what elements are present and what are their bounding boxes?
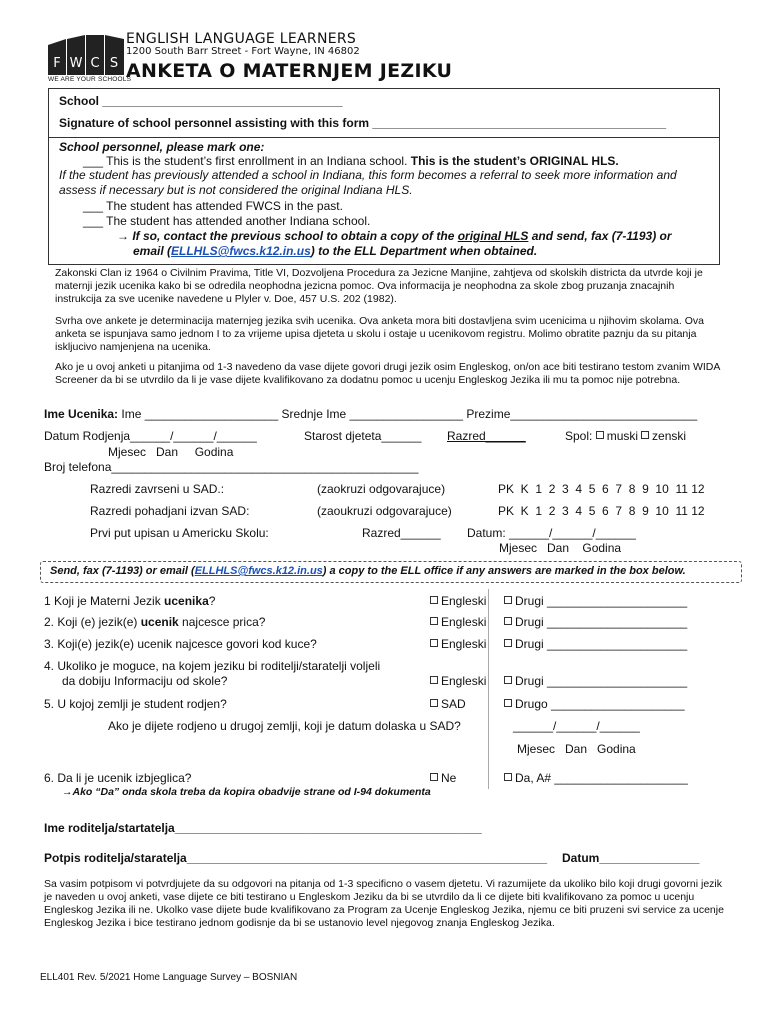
checkbox[interactable] [504,676,512,684]
gender-row[interactable] [565,429,686,443]
send-email-link[interactable]: ELLHLS@fwcs.k12.in.us [194,565,323,577]
q3-engleski-option[interactable] [430,637,486,651]
student-name-row[interactable] [44,407,697,421]
testing-paragraph: Ako je u ovoj anketi u pitanjima od 1-3 navedeno da vase dijete govori drugi jezik osim Engleskog, on/on ace biti testirano testom zvanim WIDA Screener da bi se utvrdilo da li je vase dijete kvalifikovano za dodatnu pomoc u ucenju Engleskog Jezika ili mu ta pomoc nije potrebna. [55,361,720,386]
q5-sad-option[interactable] [430,697,466,711]
send-copy-line [50,565,686,577]
grades-us-hint: (zaokruzi odgovarajuce) [317,482,446,496]
checkbox[interactable] [430,699,438,707]
checkbox[interactable] [504,639,512,647]
q2-pre: 2. Koji (e) jezik(e) [44,615,141,629]
checkbox[interactable] [504,596,512,604]
referral-note: If the student has previously attended a school in Indiana, this form becomes a referral to seek more information and assess if necessary but is not considered the original Indiana HLS. [59,168,677,197]
q1-post: ? [208,594,216,608]
checkbox[interactable] [504,699,512,707]
question-4-line1: 4. Ukoliko je moguce, na kojem jeziku bi roditelji/staratelji voljeli [44,659,381,673]
grades-us-label: Razredi zavrseni u SAD.: [90,482,225,496]
q1-pre: 1 Koji je Materni Jezik [44,594,165,608]
option-label: Engleski [441,674,487,688]
grades-abroad-hint: (zaoukruzi odgovarajuce) [317,504,452,518]
grades-us-options[interactable]: PK K 1 2 3 4 5 6 7 8 9 10 11 12 [498,482,705,496]
option-label: Drugi _____________________ [515,615,688,629]
gender-label: Spol: [565,429,593,443]
checkbox[interactable] [504,773,512,781]
first-enrolled-label: Prvi put upisan u Americku Skolu: [90,526,269,540]
question-5: 5. U kojoj zemlji je student rodjen? [44,697,227,711]
first-enrolled-grade[interactable]: Razred______ [362,526,441,540]
parent-name-field[interactable]: Ime roditelja/startatelja______________________________________________ [44,821,482,835]
option-indiana[interactable]: ___ The student has attended another Indiana school. [83,214,371,228]
enrollment-box [48,136,720,265]
checkbox[interactable] [430,639,438,647]
purpose-paragraph: Svrha ove ankete je determinacija maternjeg jezika svih ucenika. Ova anketa mora biti dostavljena svim ucenicima u njihovim skolama. Ova anketa se ispunjava samo jednom I to za vrijeme upisa djeteta u skolu i ostaje u ucenikovom registru. Molimo obratite paznju da su pitanja iskljucivo namjenjena na ucenika. [55,315,704,353]
birth-date-sublabels: Mjesec Dan Godina [108,445,234,459]
q5-drugo-option[interactable] [504,697,685,711]
checkbox[interactable] [430,676,438,684]
ell-email-link[interactable]: ELLHLS@fwcs.k12.in.us [171,244,311,258]
school-personnel-box [48,88,720,138]
civil-rights-paragraph: Zakonski Clan iz 1964 o Civilnim Pravima, Title VI, Dozvoljena Procedura za Jezicne Manjine, zahtjeva od skolskih districta da utvrde koji je maternji jezik ucenika kako bi se odredila neophodna jezicna pomoc. Ova informacija je neophodna za skole zbog pruzanja znacajnih instrukcija za sve ucenike navedene u Plyler v. Doe, 457 U.S. 202 (1982). [55,267,703,305]
q1-engleski-option[interactable] [430,594,486,608]
checkbox[interactable] [430,596,438,604]
send-copy-box [40,561,742,583]
grades-abroad-label: Razredi pohadjani izvan SAD: [90,504,250,518]
checkbox[interactable] [430,617,438,625]
age-field[interactable]: Starost djeteta______ [304,429,422,443]
first-enrolled-date[interactable]: Datum: ______/______/______ [467,526,636,540]
option-label: Engleski [441,615,487,629]
q1-drugi-option[interactable] [504,594,687,608]
birth-date-field[interactable]: Datum Rodjenja______/______/______ [44,429,257,443]
contact-email-line [133,244,537,258]
q4-drugi-option[interactable] [504,674,687,688]
first-enrolled-sublabels: Mjesec Dan Godina [499,541,622,555]
option-label: Ne [441,771,457,785]
female-label: zenski [652,429,687,443]
option-label: Engleski [441,594,487,608]
option-label: Drugi _____________________ [515,674,688,688]
contact-instruction [117,229,672,243]
option-label: Engleski [441,637,487,651]
org-address: 1200 South Barr Street - Fort Wayne, IN 46802 [126,46,360,57]
question-1 [44,594,215,608]
option-first-bold: This is the student’s ORIGINAL HLS. [410,154,619,168]
q1-bold: ucenika [164,594,209,608]
signature-field[interactable]: Signature of school personnel assisting with this form ____________________________________________ [59,116,667,130]
logo-letter-w: W [69,56,83,71]
option-label: Drugi _____________________ [515,594,688,608]
send-pre: Send, fax (7-1193) or email ( [50,565,195,577]
grade-field[interactable]: Razred______ [447,429,526,443]
student-name-fields: Ime ____________________ Srednje Ime _________________ Prezime____________________________ [118,407,698,421]
refugee-note: →Ako “Da” onda skola treba da kopira obadvije strane od I-94 dokumenta [62,786,431,798]
contact-post: and send, fax (7-1193) or [528,229,672,243]
contact-pre: → If so, contact the previous school to obtain a copy of the [117,229,458,243]
contact-email-pre: email ( [133,244,172,258]
grades-abroad-options[interactable]: PK K 1 2 3 4 5 6 7 8 9 10 11 12 [498,504,705,518]
phone-field[interactable]: Broj telefona______________________________________________ [44,460,419,474]
logo-letter-f: F [53,56,61,71]
form-title: ANKETA O MATERNJEM JEZIKU [126,60,453,82]
option-label: Drugo ____________________ [515,697,685,711]
q2-bold: ucenik [140,615,179,629]
form-footer: ELL401 Rev. 5/2021 Home Language Survey – BOSNIAN [40,972,298,983]
question-4-line2: da dobiju Informaciju od skole? [62,674,228,688]
send-post: ) a copy to the ELL office if any answers are marked in the box below. [322,565,686,577]
female-checkbox[interactable] [641,431,649,439]
org-name: ENGLISH LANGUAGE LEARNERS [126,31,357,47]
option-label: Drugi _____________________ [515,637,688,651]
q4-engleski-option[interactable] [430,674,486,688]
option-first-text: ___ This is the student’s first enrollment in an Indiana school. [83,154,411,168]
logo-letter-c: C [90,56,100,71]
question-2 [44,615,265,629]
school-field[interactable]: School ____________________________________ [59,94,343,108]
closing-paragraph: Sa vasim potpisom vi potvrdjujete da su odgovori na pitanja od 1-3 specificno o vasem djetetu. Vi razumijete da ukoliko bilo koji drugi govorni jezik je naveden u ovoj anketi, vase dijete ce biti testirano u Engleskom Jeziku da bi se utvrdilo da li ce dijete biti kvalifikovano za pomoc u ucenju Engleskog Jezika ili ne. Ukolko vase dijete bude kvalifikovano za Program za Ucenje Engleskog Jezika, njemu ce biti pruzeni svi service za ucenje Engleskog Jezika i bice testirano jednom godisnje da bi se ustanovio level njegovog znanja Engleskog Jezika. [44,878,724,929]
q2-drugi-option[interactable] [504,615,687,629]
logo-letter-s: S [109,56,119,71]
q2-post: najcesce prica? [178,615,266,629]
q3-drugi-option[interactable] [504,637,687,651]
student-name-label: Ime Ucenika: [44,407,119,421]
question-5b: Ako je dijete rodjeno u drugoj zemlji, koji je datum dolaska u SAD? [108,719,461,733]
logo-tagline: WE ARE YOUR SCHOOLS [48,76,132,83]
answers-divider [488,589,490,789]
option-fwcs[interactable]: ___ The student has attended FWCS in the past. [83,199,343,213]
option-first-enrollment[interactable] [83,154,619,168]
option-label: Da, A# ____________________ [515,771,688,785]
contact-hls: original HLS [457,229,529,243]
question-3: 3. Koji(e) jezik(e) ucenik najcesce govori kod kuce? [44,637,317,651]
checkbox[interactable] [430,773,438,781]
option-label: SAD [441,697,466,711]
personnel-heading: School personnel, please mark one: [59,140,265,154]
question-6: 6. Da li je ucenik izbjeglica? [44,771,192,785]
male-checkbox[interactable] [596,431,604,439]
male-label: muski [606,429,639,443]
checkbox[interactable] [504,617,512,625]
contact-email-post: ) to the ELL Department when obtained. [310,244,538,258]
q6-ne-option[interactable] [430,771,456,785]
parent-date-field[interactable]: Datum_______________ [562,851,700,865]
q6-da-option[interactable] [504,771,688,785]
parent-signature-field[interactable]: Potpis roditelja/staratelja______________________________________________________ [44,851,548,865]
q2-engleski-option[interactable] [430,615,486,629]
arrival-date-field[interactable]: ______/______/______ [513,719,640,733]
arrival-date-sublabels: Mjesec Dan Godina [517,742,636,756]
